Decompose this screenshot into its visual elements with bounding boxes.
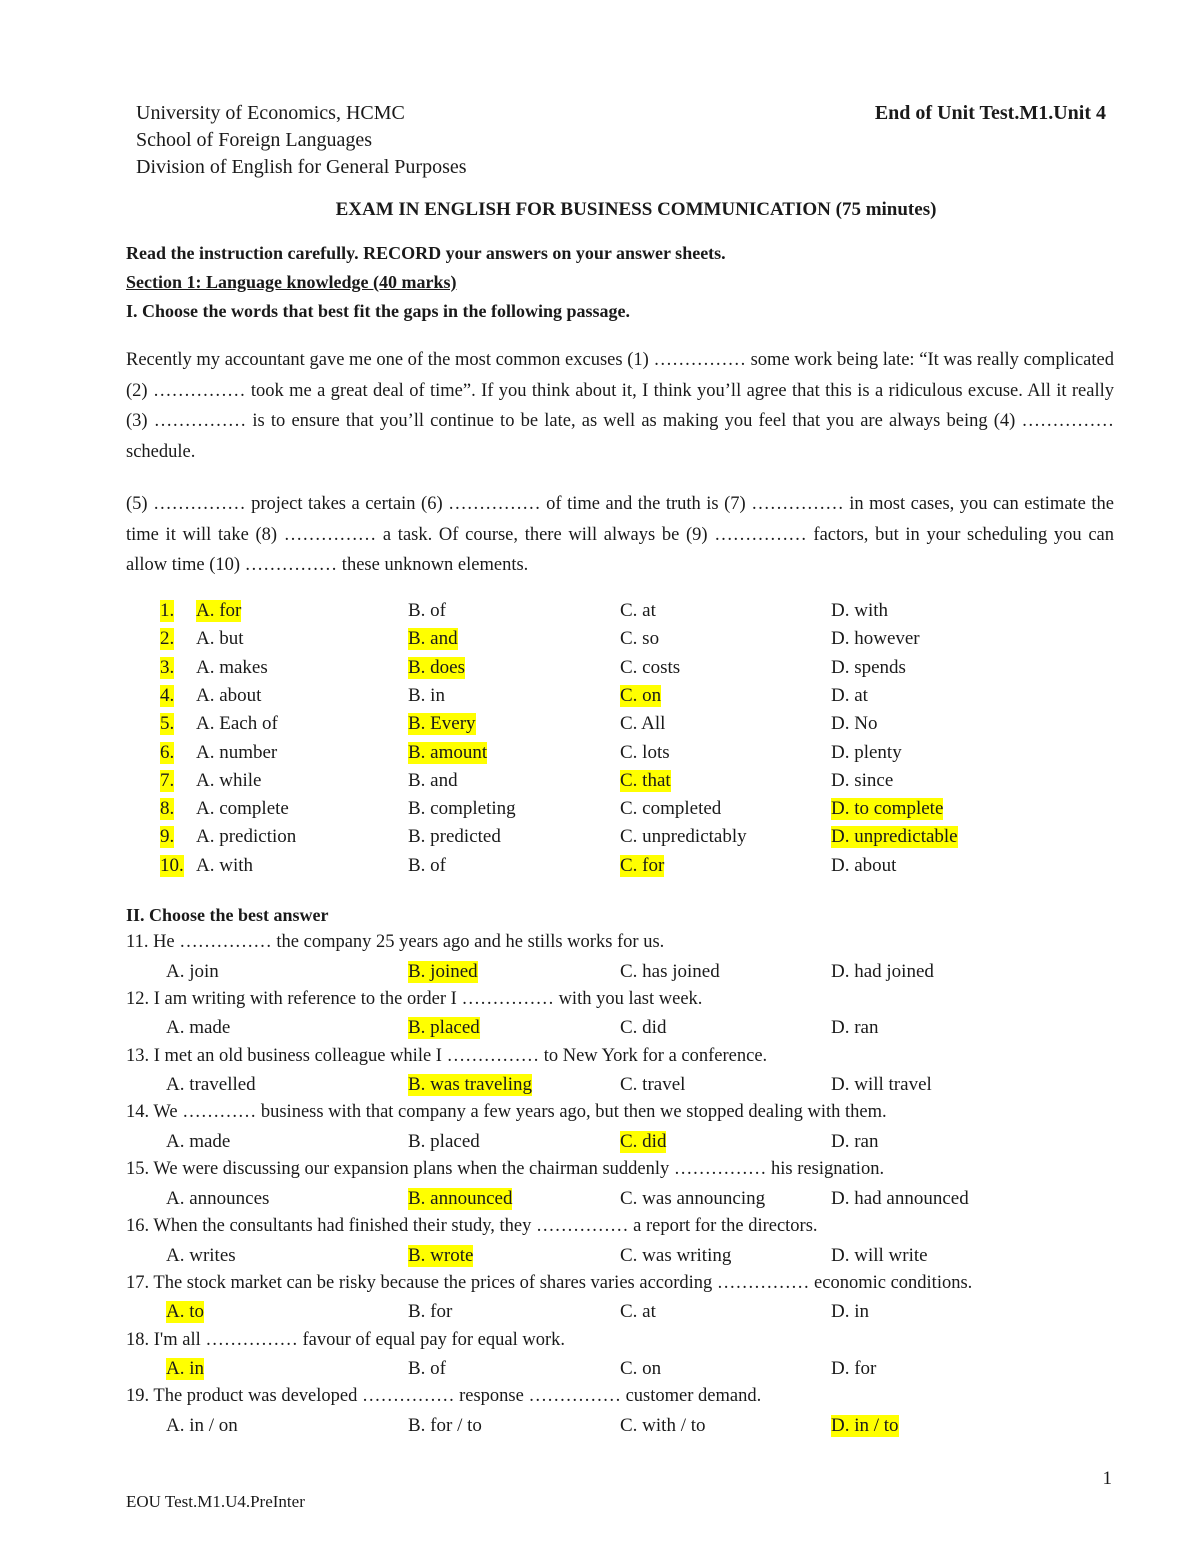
answer-option: C. with / to <box>620 1414 706 1436</box>
answer-option: A. made <box>166 1130 231 1152</box>
answer-option: D. for <box>831 1358 877 1380</box>
page-number: 1 <box>1102 1468 1112 1489</box>
option-row <box>0 770 1000 798</box>
answer-option: C. All <box>620 713 666 735</box>
answer-option: C. travel <box>620 1074 686 1096</box>
answer-option-highlighted: B. does <box>408 656 465 678</box>
answer-option: B. of <box>408 600 446 621</box>
option-row <box>0 628 1000 656</box>
answer-option: D. at <box>831 684 868 706</box>
part-title: II. Choose the best answer <box>126 905 329 925</box>
institution-line: School of Foreign Languages <box>136 129 373 151</box>
answer-option-highlighted: B. amount <box>408 741 488 763</box>
answer-option: B. of <box>408 854 446 876</box>
answer-option: A. Each of <box>196 713 278 735</box>
answer-option-highlighted: C. did <box>620 1130 667 1152</box>
answer-option: A. with <box>196 854 253 876</box>
answer-option-highlighted: D. unpredictable <box>831 826 958 848</box>
question-text: 19. The product was developed …………… response …………… customer demand. <box>126 1386 762 1407</box>
option-row <box>0 1074 1000 1102</box>
institution-line: Division of English for General Purposes <box>136 156 467 178</box>
option-row <box>0 1245 1000 1273</box>
answer-option: C. at <box>620 1301 656 1323</box>
answer-option: D. had announced <box>831 1187 969 1209</box>
question-number: 7. <box>160 769 175 791</box>
answer-option: C. so <box>620 628 660 650</box>
question-number: 9. <box>160 826 175 848</box>
question-number: 5. <box>160 713 175 735</box>
answer-option: C. costs <box>620 656 681 678</box>
answer-option-highlighted: B. and <box>408 628 458 650</box>
answer-option: A. announces <box>166 1187 270 1209</box>
answer-option: D. since <box>831 769 894 791</box>
question-text: 14. We ………… business with that company a few years ago, but then we stopped dealing with them. <box>126 1102 887 1123</box>
answer-option-highlighted: B. announced <box>408 1187 513 1209</box>
option-row <box>0 657 1000 685</box>
answer-option: B. in <box>408 684 445 706</box>
answer-option: A. but <box>196 628 244 650</box>
answer-option: B. completing <box>408 798 516 820</box>
answer-option: D. about <box>831 854 897 876</box>
test-title: End of Unit Test.M1.Unit 4 <box>874 102 1106 124</box>
option-row <box>0 713 1000 741</box>
answer-option: C. completed <box>620 798 722 820</box>
answer-option: D. ran <box>831 1130 879 1152</box>
question-text: 18. I'm all …………… favour of equal pay for equal work. <box>126 1329 565 1350</box>
answer-option-highlighted: B. Every <box>408 713 476 735</box>
question-text: 16. When the consultants had finished their study, they …………… a report for the directors. <box>126 1216 818 1236</box>
option-row <box>0 826 1000 854</box>
answer-option: A. made <box>166 1017 231 1039</box>
institution-line: University of Economics, HCMC <box>136 102 405 124</box>
answer-option: A. about <box>196 684 262 706</box>
question-number: 6. <box>160 741 175 763</box>
answer-option: A. complete <box>196 798 289 820</box>
answer-option: D. with <box>831 600 888 621</box>
passage-paragraph: (5) …………… project takes a certain (6) …………… of time and the truth is (7) …………… in most cases, you can estimate the time it will take (8) …………… a task. Of course, there will always be (9) …………… factors, but in your scheduling you can allow time (10) …………… these unknown elements. <box>126 494 1114 575</box>
answer-option-highlighted: D. to complete <box>831 798 944 820</box>
answer-option: A. while <box>196 769 262 791</box>
answer-option: A. in / on <box>166 1414 238 1436</box>
answer-option: D. will travel <box>831 1074 932 1096</box>
option-row <box>0 1188 1000 1216</box>
answer-option: A. travelled <box>166 1074 256 1096</box>
answer-option: A. prediction <box>196 826 297 848</box>
answer-option: B. for <box>408 1301 453 1323</box>
question-text: 11. He …………… the company 25 years ago and he stills works for us. <box>126 932 665 952</box>
option-row <box>0 685 1000 713</box>
question-text: 13. I met an old business colleague while I …………… to New York for a conference. <box>126 1045 768 1066</box>
question-text: 12. I am writing with reference to the order I …………… with you last week. <box>126 988 703 1009</box>
question-number: 4. <box>160 684 175 706</box>
option-row <box>0 1358 1000 1386</box>
question-number: 1. <box>160 600 175 621</box>
option-row <box>0 1131 1000 1159</box>
answer-option: A. writes <box>166 1244 236 1266</box>
option-row <box>0 1017 1000 1045</box>
answer-option: A. makes <box>196 656 268 678</box>
question-text: 17. The stock market can be risky because the prices of shares varies according …………… economic conditions. <box>126 1272 973 1293</box>
answer-option-highlighted: C. that <box>620 769 671 791</box>
answer-option: B. predicted <box>408 826 501 848</box>
answer-option: D. will write <box>831 1244 928 1266</box>
answer-option: D. however <box>831 628 920 650</box>
option-row <box>0 1415 1000 1443</box>
question-number: 2. <box>160 628 175 650</box>
answer-option: C. was writing <box>620 1244 732 1266</box>
answer-option: C. did <box>620 1017 667 1039</box>
answer-option-highlighted: B. placed <box>408 1017 480 1039</box>
section-title: Section 1: Language knowledge (40 marks) <box>126 272 457 292</box>
answer-option: B. and <box>408 769 458 791</box>
answer-option: D. ran <box>831 1017 879 1039</box>
answer-option-highlighted: A. for <box>196 600 242 621</box>
answer-option: B. of <box>408 1358 446 1380</box>
instruction: Read the instruction carefully. RECORD your answers on your answer sheets. <box>126 243 726 263</box>
exam-title: EXAM IN ENGLISH FOR BUSINESS COMMUNICATION (75 minutes) <box>335 199 937 220</box>
option-row <box>0 961 1000 989</box>
answer-option: D. had joined <box>831 960 934 982</box>
answer-option-highlighted: D. in / to <box>831 1414 899 1436</box>
question-text: 15. We were discussing our expansion plans when the chairman suddenly …………… his resignation. <box>126 1159 885 1180</box>
answer-option-highlighted: B. wrote <box>408 1244 474 1266</box>
answer-option-highlighted: C. on <box>620 684 662 706</box>
option-row <box>0 600 1000 628</box>
answer-option: C. was announcing <box>620 1187 766 1209</box>
question-number: 10. <box>160 854 184 876</box>
footer-code: EOU Test.M1.U4.PreInter <box>126 1492 305 1511</box>
part-title: I. Choose the words that best fit the gaps in the following passage. <box>126 301 631 321</box>
option-row <box>0 1301 1000 1329</box>
answer-option: D. No <box>831 713 878 735</box>
answer-option: B. placed <box>408 1130 480 1152</box>
answer-option: C. has joined <box>620 960 720 982</box>
answer-option: C. lots <box>620 741 670 763</box>
answer-option: C. at <box>620 600 656 621</box>
option-row <box>0 855 1000 883</box>
answer-option: D. spends <box>831 656 906 678</box>
institution-block <box>136 100 467 181</box>
passage-paragraph: Recently my accountant gave me one of the most common excuses (1) …………… some work being late: “It was really complicated (2) …………… took me a great deal of time”. If you think about it, I think you’ll agree that this is a ridiculous excuse. All it really (3) …………… is to ensure that you’ll continue to be late, as well as making you feel that you are always being (4) …………… schedule. <box>126 350 1114 462</box>
answer-option: A. join <box>166 960 219 982</box>
answer-option: C. unpredictably <box>620 826 747 848</box>
answer-option-highlighted: A. to <box>166 1301 204 1323</box>
answer-option: D. plenty <box>831 741 902 763</box>
answer-option: C. on <box>620 1358 662 1380</box>
question-number: 8. <box>160 798 175 820</box>
answer-option-highlighted: B. was traveling <box>408 1074 533 1096</box>
answer-option-highlighted: C. for <box>620 854 665 876</box>
question-number: 3. <box>160 656 175 678</box>
option-row <box>0 798 1000 826</box>
answer-option-highlighted: A. in <box>166 1358 204 1380</box>
answer-option: A. number <box>196 741 278 763</box>
answer-option-highlighted: B. joined <box>408 960 478 982</box>
answer-option: B. for / to <box>408 1414 482 1436</box>
option-row <box>0 742 1000 770</box>
answer-option: D. in <box>831 1301 869 1323</box>
